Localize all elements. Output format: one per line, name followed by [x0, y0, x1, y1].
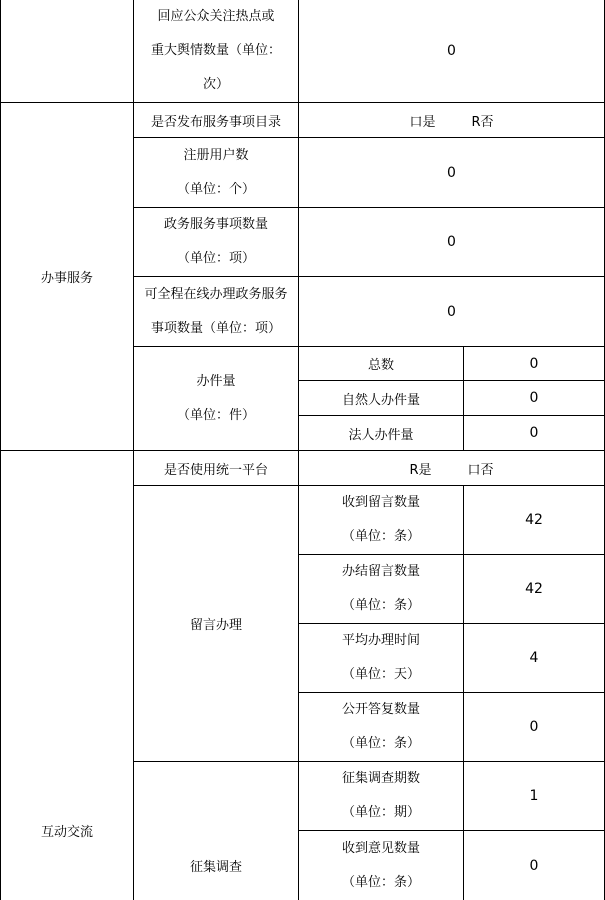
hotspot-label-line1: 回应公众关注热点或 — [157, 9, 275, 24]
volume-legal-person-label: 法人办件量 — [348, 427, 414, 443]
volume-natural-person-value: 0 — [529, 390, 539, 406]
registered-users-line1: 注册用户数 — [183, 147, 249, 163]
avg-handling-time-line2: （单位：天） — [341, 667, 420, 682]
opinions-received-value: 0 — [529, 857, 539, 874]
survey-periods-line2: （单位：期） — [341, 805, 420, 820]
service-catalog-options — [299, 103, 604, 137]
platform-no-option: 口否 — [467, 462, 494, 478]
survey-periods-line1: 征集调查期数 — [341, 771, 420, 786]
registered-users-value: 0 — [447, 164, 456, 181]
case-volume-line1: 办件量 — [196, 373, 236, 389]
avg-handling-time-label — [299, 624, 463, 692]
messages-received-line2: （单位：条） — [341, 529, 420, 544]
avg-handling-time-line1: 平均办理时间 — [341, 633, 420, 648]
messages-closed-line1: 办结留言数量 — [341, 564, 420, 579]
category-service: 办事服务 — [40, 271, 93, 286]
avg-handling-time-value: 4 — [529, 650, 539, 666]
messages-received-value: 42 — [525, 512, 543, 528]
messages-closed-label — [299, 555, 463, 623]
survey-periods-label — [299, 762, 463, 830]
volume-total-value: 0 — [529, 355, 539, 372]
platform-yes-option: R是 — [409, 462, 432, 478]
service-items-label — [134, 208, 298, 276]
message-handling-label: 留言办理 — [189, 618, 242, 633]
service-items-line1: 政务服务事项数量 — [163, 217, 268, 232]
registered-users-line2: （单位：个） — [176, 181, 255, 197]
unified-platform-label: 是否使用统一平台 — [163, 462, 268, 478]
messages-received-line1: 收到留言数量 — [341, 495, 420, 510]
hotspot-label-line3: 次） — [202, 77, 229, 92]
volume-legal-person-value: 0 — [529, 425, 539, 441]
service-items-value: 0 — [447, 234, 456, 250]
public-replies-value: 0 — [529, 719, 539, 735]
catalog-no-option: R否 — [471, 114, 494, 130]
service-catalog-label: 是否发布服务事项目录 — [150, 114, 281, 130]
online-items-value: 0 — [447, 303, 456, 320]
survey-label: 征集调查 — [189, 860, 242, 875]
unified-platform-options — [299, 451, 604, 485]
registered-users-label — [134, 138, 298, 207]
messages-closed-line2: （单位：条） — [341, 598, 420, 613]
opinions-received-line1: 收到意见数量 — [341, 840, 420, 856]
public-replies-label — [299, 693, 463, 761]
messages-closed-value: 42 — [525, 581, 543, 597]
volume-natural-person-label: 自然人办件量 — [341, 392, 420, 408]
case-volume-label — [134, 347, 298, 450]
opinions-received-line2: （单位：条） — [341, 874, 420, 890]
volume-total-label: 总数 — [367, 358, 394, 373]
online-items-line1: 可全程在线办理政务服务 — [144, 286, 288, 302]
service-items-line2: （单位：项） — [176, 251, 255, 266]
case-volume-line2: （单位：件） — [176, 407, 255, 423]
online-items-line2: 事项数量（单位：项） — [150, 320, 281, 336]
survey-periods-value: 1 — [529, 788, 539, 804]
hotspot-response-value: 0 — [447, 43, 456, 59]
online-items-label — [134, 277, 298, 346]
catalog-yes-option: 口是 — [409, 114, 436, 130]
messages-received-label — [299, 486, 463, 554]
public-replies-line2: （单位：条） — [341, 736, 420, 751]
public-replies-line1: 公开答复数量 — [341, 702, 420, 717]
category-interaction: 互动交流 — [40, 825, 93, 840]
hotspot-response-label — [134, 0, 298, 102]
hotspot-label-line2: 重大舆情数量（单位： — [150, 43, 281, 58]
opinions-received-label — [299, 831, 463, 900]
